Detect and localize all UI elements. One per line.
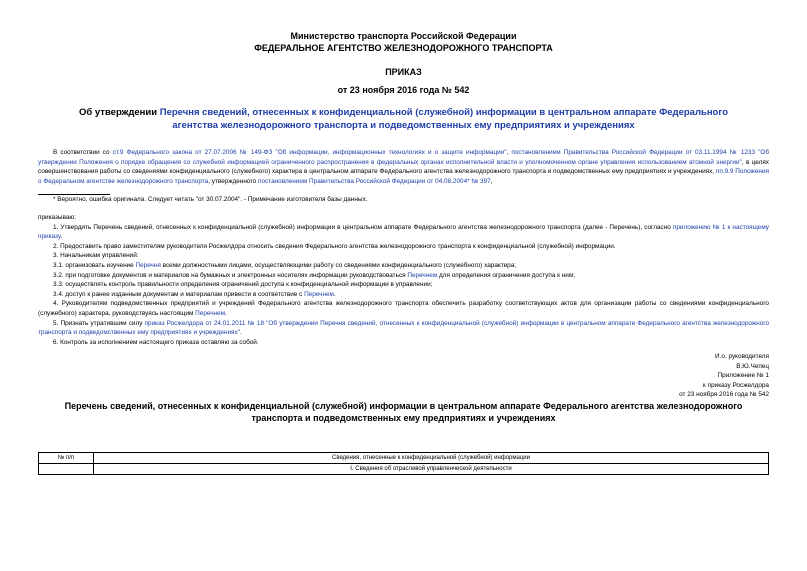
table-header-number: № п/п: [39, 453, 94, 464]
table-section-title: I. Сведения об отраслевой управленческой деятельности: [94, 464, 769, 475]
item-6: 6. Контроль за исполнением настоящего приказа оставляю за собой.: [53, 338, 259, 346]
preamble-text-3: , в целях совершенствования работы со сведениями конфиденциального (служебного) характера в центральном аппарате Федерального агентства железнодорожного транспорта и подведомственных ему предприятиях и учреждениях,: [38, 158, 769, 176]
item-5-link[interactable]: приказ Росжелдора от 24.01.2011 № 18 "Об утверждении Перечня сведений, отнесенных к конфиденциальной (служебной) информации в центральном аппарате Федерального агентства железнодорожного транспорта и подведомственных ему предприятиях и учреждениях": [38, 319, 769, 337]
item-3-4: [38, 290, 769, 300]
item-5: [38, 319, 769, 338]
footnote: * Вероятно, ошибка оригинала. Следует читать "от 30.07.2004". - Примечание изготовителя базы данных.: [53, 196, 368, 204]
preamble: [38, 148, 769, 186]
table-header-row: [39, 453, 769, 464]
preamble-text-1: В соответствии со: [53, 149, 113, 156]
preamble-text-5: ,: [490, 177, 493, 185]
appendix-table: [38, 452, 769, 475]
item-3-1-link[interactable]: Перечня: [135, 261, 161, 269]
ministry-name: Министерство транспорта Российской Федерации: [290, 31, 517, 41]
preamble-link-regulation[interactable]: пп.9.9 Положения о Федеральном агентстве железнодорожного транспорта: [38, 168, 769, 185]
item-1-end: .: [60, 233, 63, 241]
preamble-text-2: ,: [506, 149, 512, 156]
item-5-text: 5. Признать утратившим силу: [53, 319, 145, 327]
item-1: [38, 223, 769, 242]
item-3-2-text: 3.2. при подготовке документов и материалов на бумажных и электронных носителях информации руководствоваться: [53, 271, 408, 279]
table-row: [39, 464, 769, 475]
doc-title: [38, 107, 769, 132]
appendix-label: Приложение № 1: [717, 372, 769, 380]
item-4-end: .: [225, 309, 227, 317]
order-word: приказываю:: [38, 213, 76, 221]
item-3-4-link[interactable]: Перечнем: [304, 290, 334, 298]
item-4: [38, 299, 769, 318]
item-3-1-end: всеми должностными лицами, осуществляющими работу со сведениями конфиденциального (служебного) характера;: [160, 261, 517, 269]
doc-title-link[interactable]: Перечня сведений, отнесенных к конфиденциальной (служебной) информации в центральном аппарате Федерального агентства железнодорожного транспорта и подведомственных ему предприятиях и учреждениях: [159, 107, 728, 131]
item-3-2-end: для определения ограничения доступа к ним;: [437, 271, 576, 279]
preamble-link-decree[interactable]: постановлением Правительства Российской Федерации от 03.11.1994 № 1233 "Об утверждении Положения о порядке обращения со служебной информацией ограниченного распространения в федеральных органах исполнительной власти и уполномоченном органе управления использованием атомной энергии": [38, 149, 770, 166]
appendix-to-order: к приказу Росжелдора: [703, 381, 769, 389]
agency-name: ФЕДЕРАЛЬНОЕ АГЕНТСТВО ЖЕЛЕЗНОДОРОЖНОГО ТРАНСПОРТА: [254, 43, 553, 53]
item-1-link[interactable]: приложению № 1 к настоящему приказу: [38, 223, 769, 241]
item-3: 3. Начальникам управлений:: [53, 252, 139, 260]
preamble-link-decree-2004[interactable]: постановлением Правительства Российской Федерации от 04.08.2004* № 397: [258, 177, 491, 185]
item-2: 2. Предоставить право заместителям руководителя Росжелдора относить сведения Федерального агентства железнодорожного транспорта к конфиденциальной (служебной) информации.: [53, 242, 616, 250]
preamble-text-4: , утвержденного: [208, 177, 258, 185]
item-3-2-link[interactable]: Перечнем: [407, 271, 438, 279]
table-header-info: Сведения, отнесенные к конфиденциальной (служебной) информации: [94, 453, 769, 464]
doc-title-prefix: Об утверждении: [79, 107, 160, 118]
item-3-1-text: 3.1. организовать изучение: [53, 261, 136, 269]
appendix-title: Перечень сведений, отнесенных к конфиденциальной (служебной) информации в центральном аппарате Федерального агентства железнодорожного транспорта и подведомственных ему предприятиях и учреждениях: [64, 401, 743, 423]
item-3-2: [38, 271, 769, 281]
item-1-text: 1. Утвердить Перечень сведений, отнесенных к конфиденциальной (служебной) информации в центральном аппарате Федерального агентства железнодорожного транспорта (далее - Перечень), согласно: [53, 223, 673, 231]
item-4-link[interactable]: Перечнем: [195, 309, 226, 317]
table-cell-empty: [39, 464, 94, 475]
item-3-4-end: .: [333, 290, 336, 298]
item-3-1: [38, 261, 769, 271]
doc-date: от 23 ноября 2016 года № 542: [337, 85, 470, 95]
item-3-4-text: 3.4. доступ к ранее изданным документам и материалам привести в соответствие с: [53, 290, 305, 298]
item-4-text: 4. Руководителям подведомственных предприятий и учреждений Федерального агентства железнодорожного транспорта обеспечить разработку соответствующих актов для организации работы со сведениями конфиденциального (служебного) характера, руководствуясь настоящим: [38, 300, 769, 317]
signature-role: И.о. руководителя: [715, 353, 769, 361]
signature-name: В.Ю.Чепец: [736, 362, 769, 370]
appendix-date: от 23 ноября 2016 года № 542: [679, 390, 769, 398]
item-3-3: 3.3. осуществлять контроль правильности определения ограничений доступа к конфиденциальной информации в управлении;: [53, 281, 433, 289]
preamble-link-law[interactable]: ст.9 Федерального закона от 27.07.2006 № 149-ФЗ "Об информации, информационных технологиях и о защите информации": [112, 149, 507, 156]
doc-type: ПРИКАЗ: [385, 67, 422, 77]
item-5-end: .: [239, 329, 242, 337]
